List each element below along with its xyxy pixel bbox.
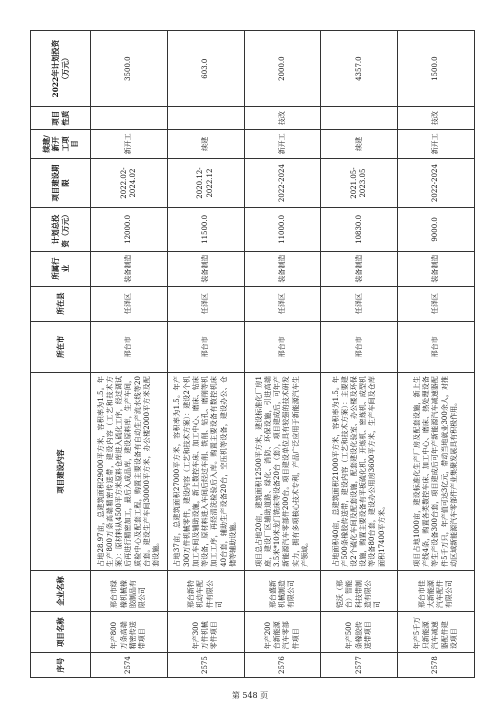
header-type: 续建/新开工项目 xyxy=(31,130,91,159)
header-invest2022: 2022年计划投资（万元） xyxy=(31,31,91,107)
project-table xyxy=(30,30,475,678)
cell-industry: 装备制造 xyxy=(398,251,475,286)
cell-city: 邢台市 xyxy=(398,321,475,373)
cell-attr: 技改 xyxy=(398,107,475,130)
header-content: 项目建设内容 xyxy=(31,373,91,571)
cell-attr xyxy=(167,107,244,130)
cell-invest: 11000.0 xyxy=(244,208,321,251)
cell-city: 邢台市 xyxy=(167,321,244,373)
cell-attr xyxy=(321,107,398,130)
cell-period: 2022-2024 xyxy=(398,158,475,207)
page-number: 第 548 页 xyxy=(231,691,269,700)
cell-type: 新开工 xyxy=(398,130,475,159)
cell-type: 续建 xyxy=(321,130,398,159)
cell-industry: 装备制造 xyxy=(167,251,244,286)
header-period: 项目建设期限 xyxy=(31,158,91,207)
header-industry: 所属行业 xyxy=(31,251,91,286)
cell-industry: 装备制造 xyxy=(244,251,321,286)
cell-county: 任泽区 xyxy=(321,286,398,321)
cell-seq: 2576 xyxy=(244,653,321,678)
cell-invest2022: 2000.0 xyxy=(244,31,321,107)
cell-seq: 2578 xyxy=(398,653,475,678)
rotated-page xyxy=(30,30,474,678)
cell-content: 占地面积40亩，总建筑面积21000平方米，容积率为1.5。年产500条橡胶传送带，建设内容（工艺和技术方案）：主要建设2个硫化车间及配套设施，配套建设化验室、办公楼及环保设施，购置主要设备有平板硫化机、开炼机、密炼机、成型机等设备80台套，建设办公用房3600平方米，生产车间及仓库面积17400平方米。 xyxy=(321,373,398,571)
cell-content: 项目占地1000亩，建设标准化生产厂房及配套设施，新上生产线4条，购置各类数控车床、加工中心、磨床、热处理设备等生产设备300台套，项目建成后可年产新能源汽车减速器配件5千万只，年产值可达3亿元，带动当地就业300余人，对推动区域新能源汽车零部件产业集聚发展具有积极作用。 xyxy=(398,373,475,571)
cell-content: 项目总占地20亩，建筑面积12500平方米，建设标准化厂房1座，建设厂区辅助道路、绿化、消防、环保设施，引进高端3.5米*10米龙门铣床等设备20台（套），项目建成后，可年产新能源汽车零部件200台。项目建设单位具有较强的技术研发实力，拥有多项核心技术专利，产品广泛应用于新能源汽车生产领域。 xyxy=(244,373,321,571)
cell-company: 邢台市绿橡机械橡胶制品有限公司 xyxy=(91,570,168,611)
cell-company: 邢台盛新机械制造有限公司 xyxy=(244,570,321,611)
table-row xyxy=(167,31,244,678)
cell-industry: 装备制造 xyxy=(321,251,398,286)
header-project: 项目名称 xyxy=(31,612,91,653)
cell-project: 年产200台新能源汽车零部件项目 xyxy=(244,612,321,653)
cell-project: 年产500条橡胶传送带项目 xyxy=(321,612,398,653)
header-invest: 计划总投资（万元） xyxy=(31,208,91,251)
header-seq: 序号 xyxy=(31,653,91,678)
cell-company: 邢台市佳大新能源汽车配件有限公司 xyxy=(398,570,475,611)
header-city: 所在市 xyxy=(31,321,91,373)
cell-seq: 2574 xyxy=(91,653,168,678)
cell-type: 续建 xyxy=(167,130,244,159)
cell-type: 新开工 xyxy=(91,130,168,159)
cell-project: 年产5千万只新能源汽车减速器配件建设项目 xyxy=(398,612,475,653)
table-row xyxy=(398,31,475,678)
cell-seq: 2575 xyxy=(167,653,244,678)
cell-invest: 12000.0 xyxy=(91,208,168,251)
table-row xyxy=(91,31,168,678)
cell-period: 2022.02-2024.02 xyxy=(91,158,168,207)
cell-invest: 9000.0 xyxy=(398,208,475,251)
cell-company: 邢台新特机动车配件有限公司 xyxy=(167,570,244,611)
cell-period: 2020.12-2022.12 xyxy=(167,158,244,207)
table-row xyxy=(321,31,398,678)
cell-county: 任泽区 xyxy=(167,286,244,321)
cell-county: 任泽区 xyxy=(244,286,321,321)
header-attr: 项目性质 xyxy=(31,107,91,130)
cell-attr: 技改 xyxy=(244,107,321,130)
table-row xyxy=(244,31,321,678)
cell-city: 邢台市 xyxy=(321,321,398,373)
cell-invest: 11500.0 xyxy=(167,208,244,251)
cell-content: 占地37亩，总建筑面积27000平方米，容积率为1.5。年产300万件机械零件，建设内容（工艺和技术方案）：建设2个机加工车间及辅助设施，新上数控车床、加工中心、磨床、钻床等设备，原材料进入车间后经过车削、铣削、钻孔、磨削等机加工工序，再经清洗检验后入库。购置主要设备有数控机床40台套，辅助生产设备20台，空压机等设备，建设办公、仓储等辅助设施。 xyxy=(167,373,244,571)
cell-period: 2021.05-2023.05 xyxy=(321,158,398,207)
cell-company: 铠沃（邢台）智能科技带制造有限公司 xyxy=(321,570,398,611)
cell-period: 2022-2024 xyxy=(244,158,321,207)
cell-invest: 10830.0 xyxy=(321,208,398,251)
header-county: 所在县 xyxy=(31,286,91,321)
cell-content: 占地28.97亩，总建筑面积29000平方米，容积率为1.5。年生产800万条高端精密传送带，建设内容（工艺和技术方案）：原材料从4500平方米原料仓库进入硫化工序，经过调试后再进行精密加工，最后入成品库，建设原料库，生产车间，质检中心及配套工程，购置主要设备有自动生产流水线等20台套。建设生产车间30000平方米，办公楼2000平方米及配套设施。 xyxy=(91,373,168,571)
cell-city: 邢台市 xyxy=(91,321,168,373)
cell-invest2022: 3500.0 xyxy=(91,31,168,107)
cell-project: 年产800万条高端精密传送带项目 xyxy=(91,612,168,653)
cell-invest2022: 4357.0 xyxy=(321,31,398,107)
cell-invest2022: 1500.0 xyxy=(398,31,475,107)
cell-project: 年产300万件机械零件项目 xyxy=(167,612,244,653)
cell-industry: 装备制造 xyxy=(91,251,168,286)
table-header-row xyxy=(31,31,91,678)
cell-county: 任泽区 xyxy=(398,286,475,321)
cell-seq: 2577 xyxy=(321,653,398,678)
cell-county: 任泽区 xyxy=(91,286,168,321)
header-company: 企业名称 xyxy=(31,570,91,611)
cell-type: 新开工 xyxy=(244,130,321,159)
cell-attr xyxy=(91,107,168,130)
cell-invest2022: 603.0 xyxy=(167,31,244,107)
cell-city: 邢台市 xyxy=(244,321,321,373)
